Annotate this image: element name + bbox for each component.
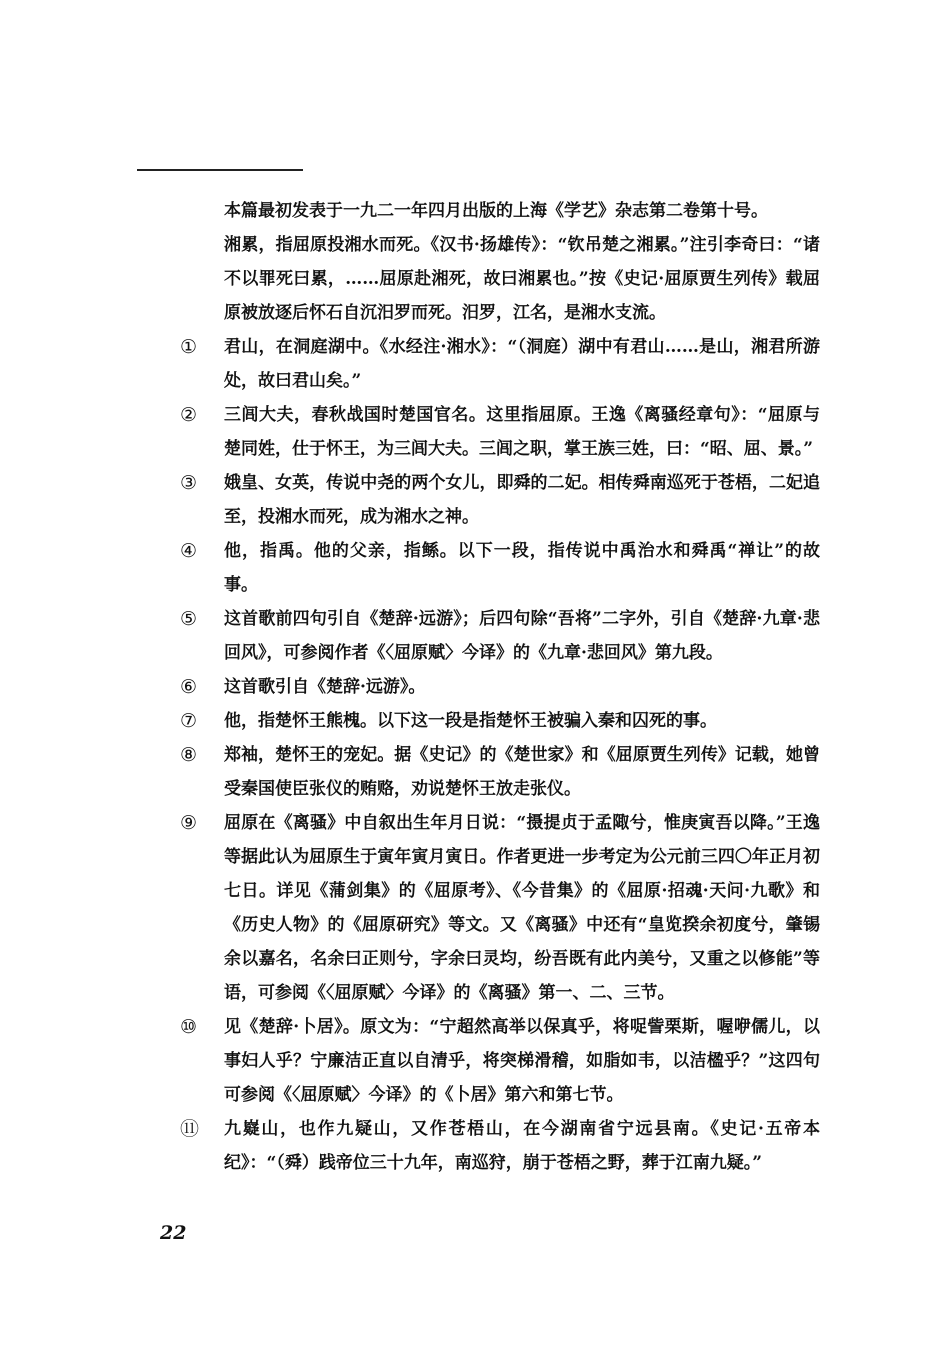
note-number: ⑤ bbox=[180, 608, 198, 630]
note-text: 见《楚辞·卜居》。原文为：“宁超然高举以保真乎，将哫訾栗斯，喔咿儒儿，以事妇人乎？宁廉洁正直以自清乎，将突梯滑稽，如脂如韦，以洁楹乎？”这四句可参阅《〈屈原赋〉今译》的《卜居》第六和第七节。 bbox=[224, 1017, 820, 1105]
footnote-separator-rule bbox=[137, 169, 303, 171]
note-10 bbox=[180, 1010, 820, 1112]
note-4 bbox=[180, 534, 820, 602]
note-1 bbox=[180, 330, 820, 398]
note-number: ① bbox=[180, 336, 198, 358]
note-text: 九嶷山，也作九疑山，又作苍梧山，在今湖南省宁远县南。《史记·五帝本纪》：“（舜）践帝位三十九年，南巡狩，崩于苍梧之野，葬于江南九疑。” bbox=[224, 1119, 820, 1173]
note-9 bbox=[180, 806, 820, 1010]
note-text: 这首歌前四句引自《楚辞·远游》；后四句除“吾将”二字外，引自《楚辞·九章·悲回风》，可参阅作者《〈屈原赋〉今译》的《九章·悲回风》第九段。 bbox=[224, 609, 820, 663]
note-number: ⑩ bbox=[180, 1016, 198, 1038]
note-7 bbox=[180, 704, 820, 738]
note-text: 郑袖，楚怀王的宠妃。据《史记》的《楚世家》和《屈原贾生列传》记载，她曾受秦国使臣张仪的贿赂，劝说楚怀王放走张仪。 bbox=[224, 745, 820, 799]
note-text: 屈原在《离骚》中自叙出生年月日说：“摄提贞于孟陬兮，惟庚寅吾以降。”王逸等据此认为屈原生于寅年寅月寅日。作者更进一步考定为公元前三四〇年正月初七日。详见《蒲剑集》的《屈原考》、《今昔集》的《屈原·招魂·天问·九歌》和《历史人物》的《屈原研究》等文。又《离骚》中还有“皇览揆余初度兮，肇锡余以嘉名，名余曰正则兮，字余曰灵均，纷吾既有此内美兮，又重之以修能”等语，可参阅《〈屈原赋〉今译》的《离骚》第一、二、三节。 bbox=[224, 813, 820, 1003]
note-text: 这首歌引自《楚辞·远游》。 bbox=[224, 677, 426, 697]
note-number: ⑨ bbox=[180, 812, 198, 834]
note-text: 娥皇、女英，传说中尧的两个女儿，即舜的二妃。相传舜南巡死于苍梧，二妃追至，投湘水而死，成为湘水之神。 bbox=[224, 473, 820, 527]
intro-paragraph-1: 本篇最初发表于一九二一年四月出版的上海《学艺》杂志第二卷第十号。 bbox=[224, 201, 768, 221]
note-number: ⑪ bbox=[180, 1118, 200, 1140]
note-8 bbox=[180, 738, 820, 806]
note-11 bbox=[180, 1112, 820, 1180]
page-number: 22 bbox=[160, 1222, 187, 1244]
notes-block bbox=[180, 194, 820, 1180]
note-3 bbox=[180, 466, 820, 534]
note-text: 君山，在洞庭湖中。《水经注·湘水》：“（洞庭）湖中有君山……是山，湘君所游处，故曰君山矣。” bbox=[224, 337, 820, 391]
intro-paragraph-2: 湘累，指屈原投湘水而死。《汉书·扬雄传》：“钦吊楚之湘累。”注引李奇曰：“诸不以罪死曰累，……屈原赴湘死，故曰湘累也。”按《史记·屈原贾生列传》载屈原被放逐后怀石自沉汨罗而死。汨罗，江名，是湘水支流。 bbox=[224, 235, 820, 323]
note-text: 三闾大夫，春秋战国时楚国官名。这里指屈原。王逸《离骚经章句》：“屈原与楚同姓，仕于怀王，为三闾大夫。三闾之职，掌王族三姓，曰：“昭、屈、景。” bbox=[224, 405, 820, 459]
note-number: ⑦ bbox=[180, 710, 198, 732]
note-text: 他，指楚怀王熊槐。以下这一段是指楚怀王被骗入秦和囚死的事。 bbox=[224, 711, 717, 731]
note-5 bbox=[180, 602, 820, 670]
note-text: 他，指禹。他的父亲，指鲧。以下一段，指传说中禹治水和舜禹“禅让”的故事。 bbox=[224, 541, 820, 595]
note-number: ③ bbox=[180, 472, 198, 494]
note-6 bbox=[180, 670, 820, 704]
note-number: ② bbox=[180, 404, 198, 426]
note-number: ⑧ bbox=[180, 744, 198, 766]
note-number: ④ bbox=[180, 540, 198, 562]
note-2 bbox=[180, 398, 820, 466]
note-number: ⑥ bbox=[180, 676, 198, 698]
